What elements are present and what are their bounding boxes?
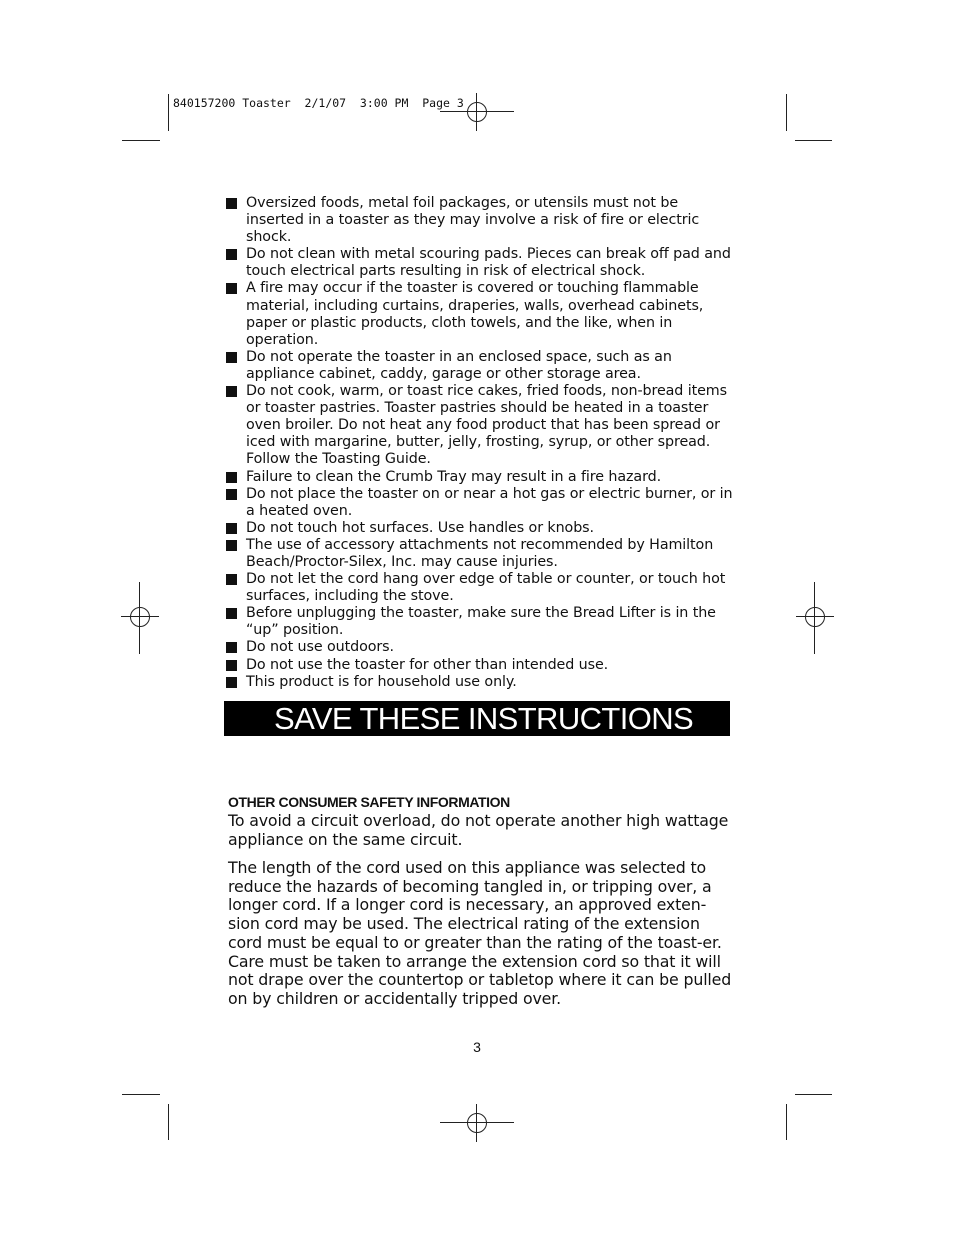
square-bullet-icon (226, 608, 237, 619)
page-number: 3 (473, 1039, 481, 1055)
square-bullet-icon (226, 489, 237, 500)
list-item (226, 349, 734, 383)
registration-line-right (814, 582, 815, 654)
list-item (226, 195, 734, 246)
square-bullet-icon (226, 386, 237, 397)
list-item (226, 486, 734, 520)
square-bullet-icon (226, 642, 237, 653)
list-item (226, 571, 734, 605)
bullet-text: Do not touch hot surfaces. Use handles or knobs. (246, 519, 594, 536)
square-bullet-icon (226, 283, 237, 294)
registration-line-bottom (440, 1122, 514, 1123)
list-item (226, 657, 734, 674)
bullet-text: Do not let the cord hang over edge of table or counter, or touch hot surfaces, including the stove. (246, 571, 726, 605)
square-bullet-icon (226, 523, 237, 534)
bullet-text: Before unplugging the toaster, make sure the Bread Lifter is in the “up” position. (246, 605, 716, 639)
bullet-text: Do not use the toaster for other than intended use. (246, 656, 609, 673)
crop-mark-top-right-horizontal (795, 140, 832, 141)
registration-mark-right (796, 598, 834, 636)
bullet-text: A fire may occur if the toaster is covered or touching flammable material, including curtains, draperies, walls, overhead cabinets, paper or plastic products, cloth towels, and the like, when in operation. (246, 280, 704, 348)
square-bullet-icon (226, 472, 237, 483)
list-item (226, 280, 734, 348)
list-item (226, 246, 734, 280)
crop-mark-bottom-right-horizontal (795, 1094, 832, 1095)
bullet-text: Failure to clean the Crumb Tray may result in a fire hazard. (246, 468, 662, 485)
bullet-text: The use of accessory attachments not recommended by Hamilton Beach/Proctor-Silex, Inc. may cause injuries. (246, 536, 714, 570)
list-item (226, 469, 734, 486)
list-item (226, 639, 734, 656)
bullet-text: Do not use outdoors. (246, 639, 394, 656)
crop-mark-bottom-right-vertical (786, 1104, 787, 1140)
square-bullet-icon (226, 352, 237, 363)
crop-mark-top-left-horizontal (122, 140, 160, 141)
bullet-text: Do not clean with metal scouring pads. Pieces can break off pad and touch electrical parts resulting in risk of electrical shock. (246, 246, 731, 280)
bullet-text: Do not place the toaster on or near a hot gas or electric burner, or in a heated oven. (246, 485, 733, 519)
bullet-text: Oversized foods, metal foil packages, or utensils must not be inserted in a toaster as they may involve a risk of fire or electric shock. (246, 195, 700, 246)
square-bullet-icon (226, 574, 237, 585)
crop-mark-bottom-left-horizontal (122, 1094, 160, 1095)
registration-mark-left (121, 598, 159, 636)
list-item (226, 674, 734, 691)
registration-mark-top (458, 93, 496, 131)
save-instructions-banner: SAVE THESE INSTRUCTIONS (224, 701, 730, 736)
crop-mark-bottom-left-vertical (168, 1104, 169, 1140)
safety-bullet-list (226, 195, 734, 691)
section-heading: OTHER CONSUMER SAFETY INFORMATION (228, 794, 510, 810)
square-bullet-icon (226, 540, 237, 551)
square-bullet-icon (226, 198, 237, 209)
crop-mark-top-right-vertical (786, 94, 787, 131)
bullet-text: This product is for household use only. (246, 673, 517, 690)
list-item (226, 383, 734, 468)
list-item (226, 537, 734, 571)
square-bullet-icon (226, 677, 237, 688)
paragraph-cord-length: The length of the cord used on this appliance was selected to reduce the hazards of becoming tangled in, or tripping over, a longer cord. If a longer cord is necessary, an approved exten-sion cord may be used. The electrical rating of the extension cord must be equal to or greater than the rating of the toast-er. Care must be taken to arrange the extension cord so that it will not drape over the countertop or tabletop where it can be pulled on by children or accidentally tripped over. (228, 858, 732, 1008)
bullet-text: Do not operate the toaster in an enclosed space, such as an appliance cabinet, caddy, garage or other storage area. (246, 348, 672, 382)
registration-line-left (139, 582, 140, 654)
registration-line-top (440, 111, 514, 112)
registration-mark-bottom (458, 1104, 496, 1142)
square-bullet-icon (226, 660, 237, 671)
crop-mark-top-left-vertical (168, 94, 169, 131)
square-bullet-icon (226, 249, 237, 260)
paragraph-circuit-overload: To avoid a circuit overload, do not operate another high wattage appliance on the same circuit. (228, 811, 729, 849)
print-slug: 840157200 Toaster 2/1/07 3:00 PM Page 3 (173, 96, 464, 110)
bullet-text: Do not cook, warm, or toast rice cakes, fried foods, non-bread items or toaster pastries. Toaster pastries should be heated in a toaster oven broiler. Do not heat any food product that has been spread or iced with margarine, butter, jelly, frosting, syrup, or other spread. Follow the Toasting Guide. (246, 383, 727, 468)
list-item (226, 605, 734, 639)
list-item (226, 520, 734, 537)
